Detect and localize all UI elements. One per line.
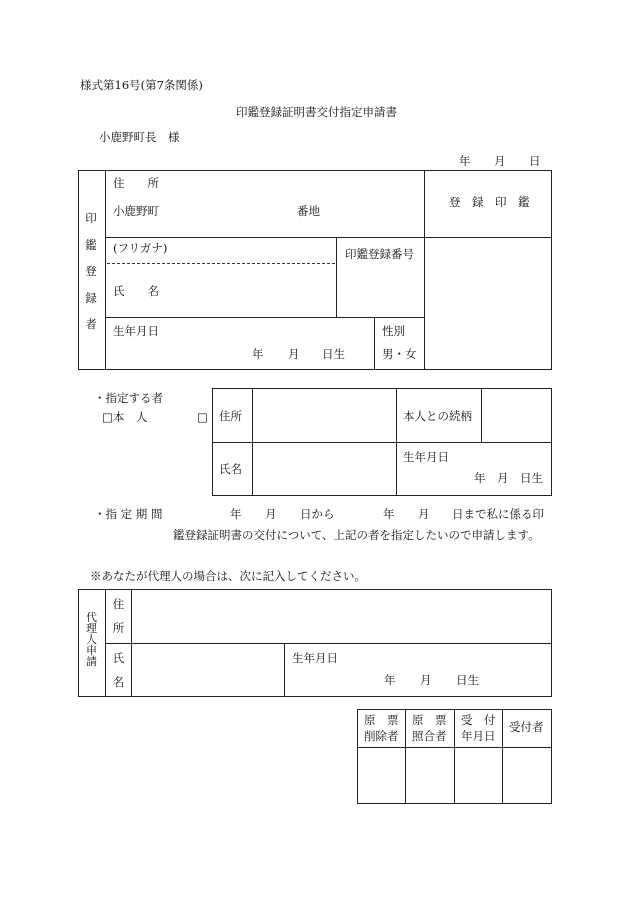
designee-address-label: 住所 — [219, 409, 242, 423]
date-month: 月 — [494, 154, 506, 168]
registrant-side-label: 印 鑑 登 録 者 — [85, 211, 97, 331]
other-checkbox[interactable]: □ — [197, 410, 208, 424]
office-col3-line2: 年月日 — [461, 729, 496, 743]
period-from-day: 日から — [300, 507, 335, 521]
period-from-month: 月 — [265, 507, 277, 521]
office-col2-line1: 原 票 — [412, 713, 447, 727]
period-from-year: 年 — [230, 507, 242, 521]
agent-dob-year: 年 — [384, 673, 396, 687]
agent-dob-month: 月 — [420, 673, 432, 687]
office-col2-line2: 照合者 — [412, 729, 447, 743]
seal-number-label: 印鑑登録番号 — [345, 247, 414, 261]
office-col4: 受付者 — [509, 720, 544, 734]
period-to-year: 年 — [383, 507, 395, 521]
dob-day: 日生 — [322, 347, 345, 361]
office-col1-line1: 原 票 — [364, 713, 399, 727]
period-label: ・指 定 期 間 — [94, 507, 163, 521]
form-number: 様式第16号(第7条関係) — [80, 78, 203, 92]
address-label: 住 所 — [113, 176, 159, 190]
agent-name-label: 氏 名 — [112, 651, 125, 689]
agent-note: ※あなたが代理人の場合は、次に記入してください。 — [90, 569, 366, 583]
relation-label: 本人との続柄 — [403, 409, 472, 423]
agent-dob-day: 日生 — [456, 673, 479, 687]
office-col1-line2: 削除者 — [364, 729, 399, 743]
address-town-field[interactable]: 小鹿野町 — [113, 204, 159, 218]
seal-label: 登 録 印 鑑 — [449, 195, 530, 209]
sex-options[interactable]: 男・女 — [382, 347, 417, 361]
agent-address-label: 住 所 — [112, 597, 125, 635]
date-year: 年 — [459, 154, 471, 168]
furigana-label: (フリガナ) — [113, 241, 168, 255]
period-to-month: 月 — [418, 507, 430, 521]
date-day: 日 — [529, 154, 541, 168]
dob-year: 年 — [252, 347, 264, 361]
designee-name-label: 氏名 — [219, 462, 242, 476]
period-to-day: 日まで私に係る印 — [452, 507, 544, 521]
period-statement: 鑑登録証明書の交付について、上記の者を指定したいので申請します。 — [173, 528, 540, 542]
self-checkbox[interactable]: □本 人 — [102, 410, 148, 424]
address-banchi: 番地 — [297, 204, 320, 218]
page-title: 印鑑登録証明書交付指定申請書 — [236, 105, 397, 119]
name-label: 氏 名 — [113, 284, 159, 298]
designee-dob-label: 生年月日 — [403, 450, 449, 464]
dob-month: 月 — [288, 347, 300, 361]
designee-dob-value: 年 月 日生 — [474, 471, 543, 485]
dob-label: 生年月日 — [113, 324, 159, 338]
agent-side-label: 代 理 人 申 請 — [86, 611, 97, 668]
seal-stamp-area[interactable] — [425, 238, 551, 369]
designee-heading: ・指定する者 — [94, 391, 163, 405]
sex-label: 性別 — [382, 324, 405, 338]
addressee: 小鹿野町長 様 — [99, 130, 180, 144]
agent-dob-label: 生年月日 — [292, 651, 338, 665]
office-col3-line1: 受 付 — [461, 713, 496, 727]
